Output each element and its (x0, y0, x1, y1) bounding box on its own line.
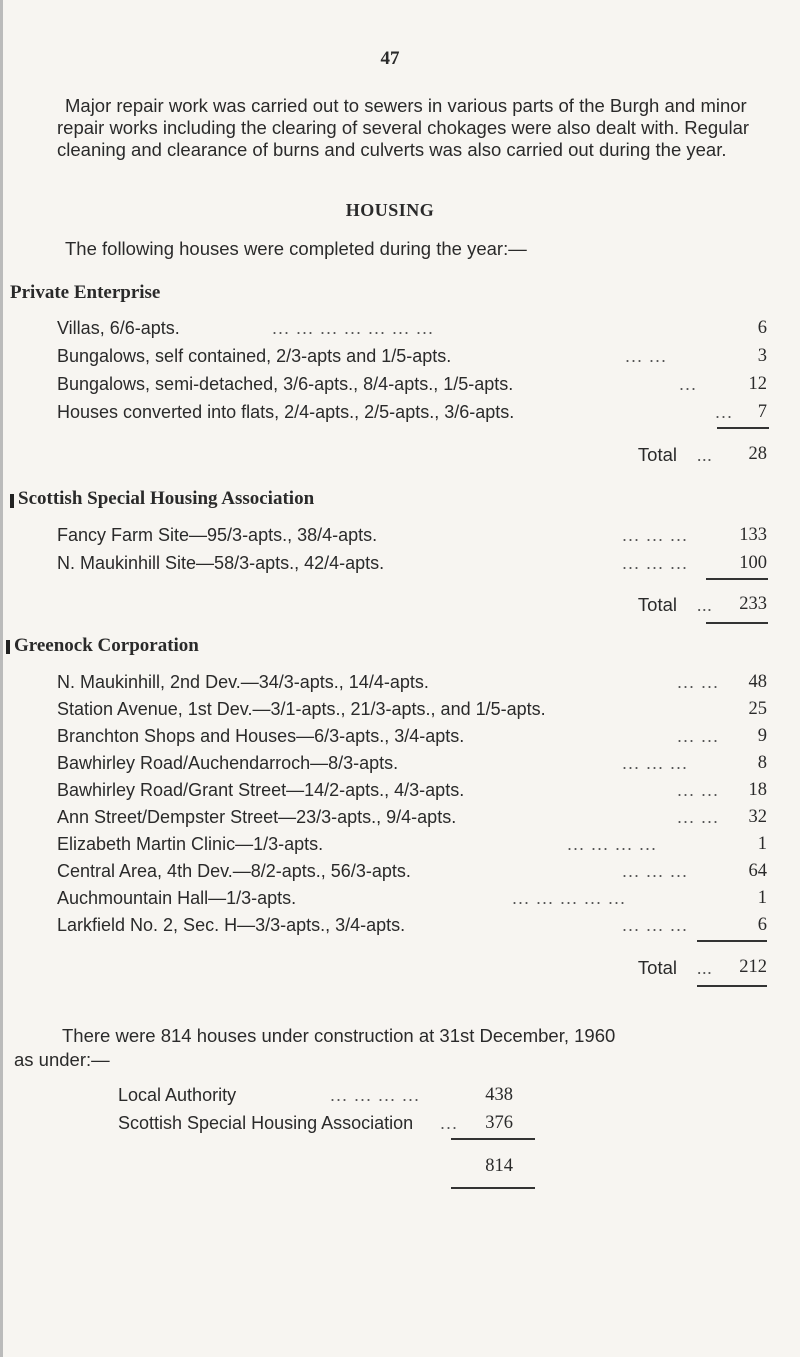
item-value: 3 (757, 346, 767, 366)
total-value: 28 (748, 444, 767, 464)
item-value: 1 (757, 888, 767, 908)
list-item (118, 1113, 513, 1139)
item-value: 8 (757, 753, 767, 773)
total-rule (451, 1138, 535, 1140)
item-label: N. Maukinhill, 2nd Dev.—34/3-apts., 14/4-apts. (57, 672, 429, 692)
list-item (57, 374, 767, 400)
total-rule (697, 985, 767, 987)
item-label: Ann Street/Dempster Street—23/3-apts., 9/4-apts. (57, 807, 457, 827)
item-value: 100 (739, 553, 767, 573)
construction-total-row (118, 1156, 513, 1182)
leader-dots: ... ... ... ... ... (512, 888, 627, 908)
list-item (57, 780, 767, 806)
list-item (57, 553, 767, 579)
item-label: Bungalows, self contained, 2/3-apts and 1/5-apts. (57, 346, 452, 366)
sspa-total-row (57, 594, 767, 620)
greenock-total-row (57, 957, 767, 983)
item-value: 1 (757, 834, 767, 854)
leader-dots: ... ... (677, 807, 720, 827)
private-total-row (57, 444, 767, 470)
list-item (57, 402, 767, 428)
leader-dots: ... ... ... (622, 553, 689, 573)
private-enterprise-title: Private Enterprise (10, 282, 161, 303)
greenock-title: Greenock Corporation (14, 635, 199, 656)
page-number: 47 (380, 48, 400, 69)
total-rule (706, 622, 768, 624)
construction-line-2: as under:— (14, 1049, 110, 1070)
item-label: Villas, 6/6-apts. (57, 318, 180, 338)
leader-dots: ... ... (625, 346, 668, 366)
item-label: N. Maukinhill Site—58/3-apts., 42/4-apts. (57, 553, 385, 573)
list-item (57, 525, 767, 551)
item-label: Auchmountain Hall—1/3-apts. (57, 888, 297, 908)
leader-dots: ... ... ... (622, 525, 689, 545)
margin-mark (10, 494, 14, 508)
list-item (57, 861, 767, 887)
list-item (57, 834, 767, 860)
leader-dots: ... ... ... (622, 861, 689, 881)
margin-mark (6, 640, 10, 654)
leader-dots: ... (696, 957, 712, 978)
item-label: Bawhirley Road/Grant Street—14/2-apts., 4/3-apts. (57, 780, 465, 800)
item-value: 9 (757, 726, 767, 746)
item-label: Bungalows, semi-detached, 3/6-apts., 8/4-apts., 1/5-apts. (57, 374, 514, 394)
list-item (57, 915, 767, 941)
total-label: Total (637, 957, 677, 978)
total-rule (451, 1187, 535, 1189)
item-value: 133 (739, 525, 767, 545)
total-rule (706, 578, 768, 580)
item-value: 376 (485, 1113, 513, 1133)
list-item (57, 726, 767, 752)
item-label: Scottish Special Housing Association (118, 1113, 414, 1133)
list-item (57, 318, 767, 344)
leader-dots: ... ... ... (622, 915, 689, 935)
item-label: Bawhirley Road/Auchendarroch—8/3-apts. (57, 753, 399, 773)
list-item (57, 807, 767, 833)
item-label: Station Avenue, 1st Dev.—3/1-apts., 21/3-apts., and 1/5-apts. (57, 699, 546, 719)
item-value: 6 (757, 915, 767, 935)
item-value: 12 (748, 374, 767, 394)
item-value: 25 (748, 699, 767, 719)
leader-dots: ... ... ... ... ... ... ... (272, 318, 435, 338)
item-value: 32 (748, 807, 767, 827)
total-rule (697, 940, 767, 942)
item-label: Central Area, 4th Dev.—8/2-apts., 56/3-apts. (57, 861, 411, 881)
intro-paragraph: Major repair work was carried out to sewers in various parts of the Burgh and minor repair works including the clearing of several chokages were also dealt with. Regular cleaning and clearance of burns and culverts was also carried out during the year. (57, 95, 750, 160)
leader-dots: ... ... (677, 672, 720, 692)
housing-heading: HOUSING (345, 200, 435, 220)
item-label: Larkfield No. 2, Sec. H—3/3-apts., 3/4-apts. (57, 915, 406, 935)
item-label: Local Authority (118, 1085, 237, 1105)
leader-dots: ... ... (677, 726, 720, 746)
list-item (57, 888, 767, 914)
list-item (57, 753, 767, 779)
total-value: 814 (485, 1156, 513, 1176)
total-value: 212 (739, 957, 767, 977)
leader-dots: ... ... (677, 780, 720, 800)
item-label: Fancy Farm Site—95/3-apts., 38/4-apts. (57, 525, 378, 545)
list-item (57, 346, 767, 372)
sspa-title: Scottish Special Housing Association (18, 488, 315, 509)
item-value: 6 (757, 318, 767, 338)
total-label: Total (637, 444, 677, 465)
item-value: 48 (748, 672, 767, 692)
leader-dots: ... (696, 444, 712, 465)
item-value: 18 (748, 780, 767, 800)
list-item (118, 1085, 513, 1111)
total-label: Total (637, 594, 677, 615)
total-rule (717, 427, 769, 429)
construction-line-1: There were 814 houses under construction at 31st December, 1960 (62, 1025, 616, 1046)
leader-dots: ... (715, 402, 734, 422)
leader-dots: ... ... ... ... (567, 834, 658, 854)
leader-dots: ... ... ... (622, 753, 689, 773)
item-label: Elizabeth Martin Clinic—1/3-apts. (57, 834, 324, 854)
leader-dots: ... (696, 594, 712, 615)
housing-intro: The following houses were completed during the year:— (65, 238, 527, 259)
item-value: 438 (485, 1085, 513, 1105)
leader-dots: ... ... ... ... (330, 1085, 421, 1105)
list-item (57, 672, 767, 698)
item-label: Branchton Shops and Houses—6/3-apts., 3/4-apts. (57, 726, 465, 746)
item-label: Houses converted into flats, 2/4-apts., 2/5-apts., 3/6-apts. (57, 402, 515, 422)
leader-dots: ... (679, 374, 698, 394)
item-value: 64 (748, 861, 767, 881)
total-value: 233 (739, 594, 767, 614)
item-value: 7 (757, 402, 767, 422)
leader-dots: ... (440, 1113, 459, 1133)
list-item (57, 699, 767, 725)
